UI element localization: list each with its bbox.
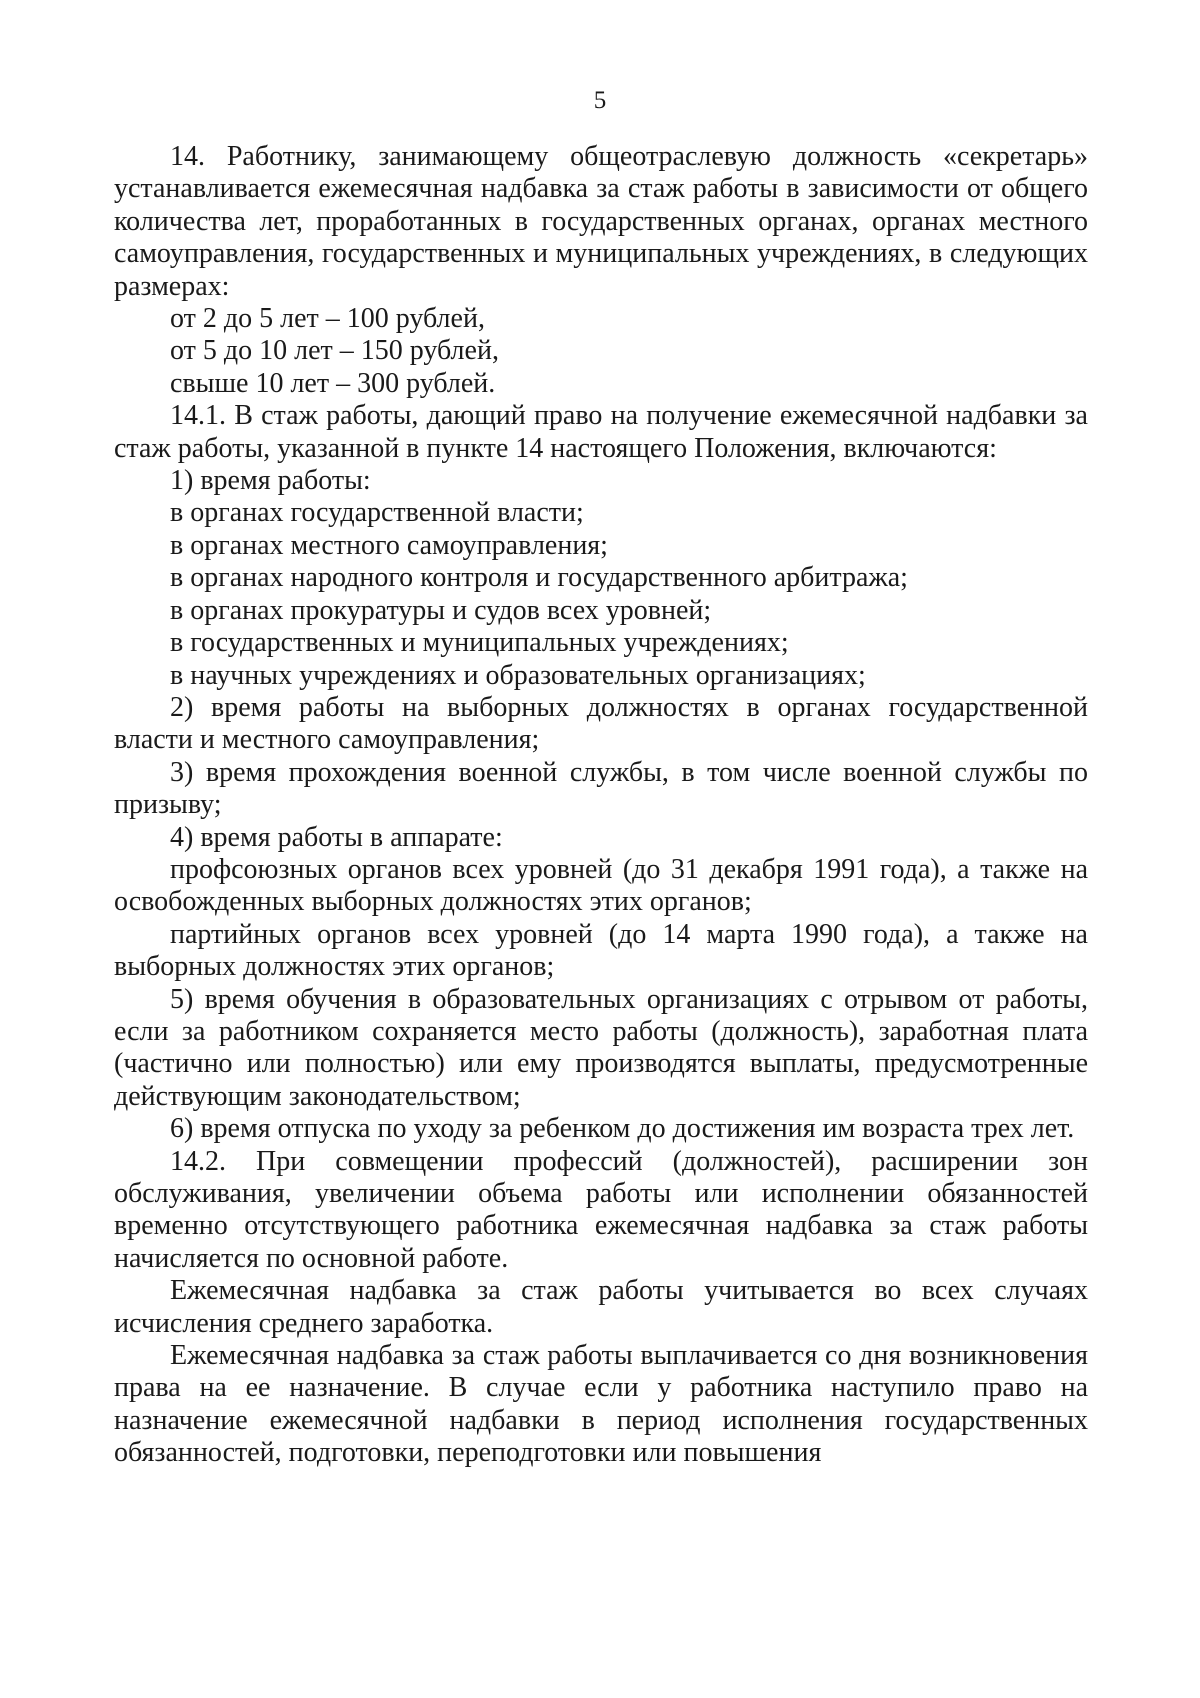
- list-item-1: 1) время работы:: [170, 465, 371, 497]
- list-item-5: 5) время обучения в образовательных организациях с отрывом от работы, если за работником сохраняется место работы (должность), заработная плата (частично или полностью) или ему производятся выплаты, предусмотренные действующим законодательством;: [114, 983, 1088, 1112]
- paragraph: Ежемесячная надбавка за стаж работы выплачивается со дня возникновения права на ее назначение. В случае если у работника наступило право на назначение ежемесячной надбавки в период исполнения государственных обязанностей, подготовки, переподготовки или повышения: [114, 1340, 1088, 1469]
- list-subitem: в органах прокуратуры и судов всех уровней;: [170, 594, 712, 626]
- paragraph-14-1: 14.1. В стаж работы, дающий право на получение ежемесячной надбавки за стаж работы, указанной в пункте 14 настоящего Положения, включаются:: [114, 400, 1088, 464]
- paragraph-14: 14. Работнику, занимающему общеотраслевую должность «секретарь» устанавливается ежемесячная надбавка за стаж работы в зависимости от общего количества лет, проработанных в государственных органах, органах местного самоуправления, государственных и муниципальных учреждениях, в следующих размерах:: [114, 141, 1088, 302]
- list-item-2: 2) время работы на выборных должностях в органах государственной власти и местного самоуправления;: [114, 691, 1088, 756]
- list-subitem: в органах государственной власти;: [170, 497, 584, 529]
- list-subitem: партийных органов всех уровней (до 14 марта 1990 года), а также на выборных должностях этих органов;: [114, 918, 1088, 983]
- list-subitem: в органах местного самоуправления;: [170, 529, 608, 561]
- page-number: 5: [593, 87, 607, 114]
- list-subitem: в государственных и муниципальных учреждениях;: [170, 627, 789, 659]
- list-item-4: 4) время работы в аппарате:: [170, 821, 503, 853]
- list-item-rate-5-10: от 5 до 10 лет – 150 рублей,: [170, 335, 499, 367]
- list-item-6: 6) время отпуска по уходу за ребенком до достижения им возраста трех лет.: [170, 1113, 1075, 1145]
- list-subitem: профсоюзных органов всех уровней (до 31 декабря 1991 года), а также на освобожденных выборных должностях этих органов;: [114, 853, 1088, 918]
- document-body: [114, 141, 1088, 1470]
- list-item-rate-over-10: свыше 10 лет – 300 рублей.: [170, 367, 496, 399]
- paragraph-14-2: 14.2. При совмещении профессий (должностей), расширении зон обслуживания, увеличении объема работы или исполнении обязанностей временно отсутствующего работника ежемесячная надбавка за стаж работы начисляется по основной работе.: [114, 1145, 1088, 1274]
- paragraph: Ежемесячная надбавка за стаж работы учитывается во всех случаях исчисления среднего заработка.: [114, 1275, 1088, 1339]
- list-item-rate-2-5: от 2 до 5 лет – 100 рублей,: [170, 303, 485, 335]
- list-subitem: в научных учреждениях и образовательных организациях;: [170, 659, 866, 691]
- list-subitem: в органах народного контроля и государственного арбитража;: [170, 562, 908, 594]
- list-item-3: 3) время прохождения военной службы, в том числе военной службы по призыву;: [114, 756, 1088, 821]
